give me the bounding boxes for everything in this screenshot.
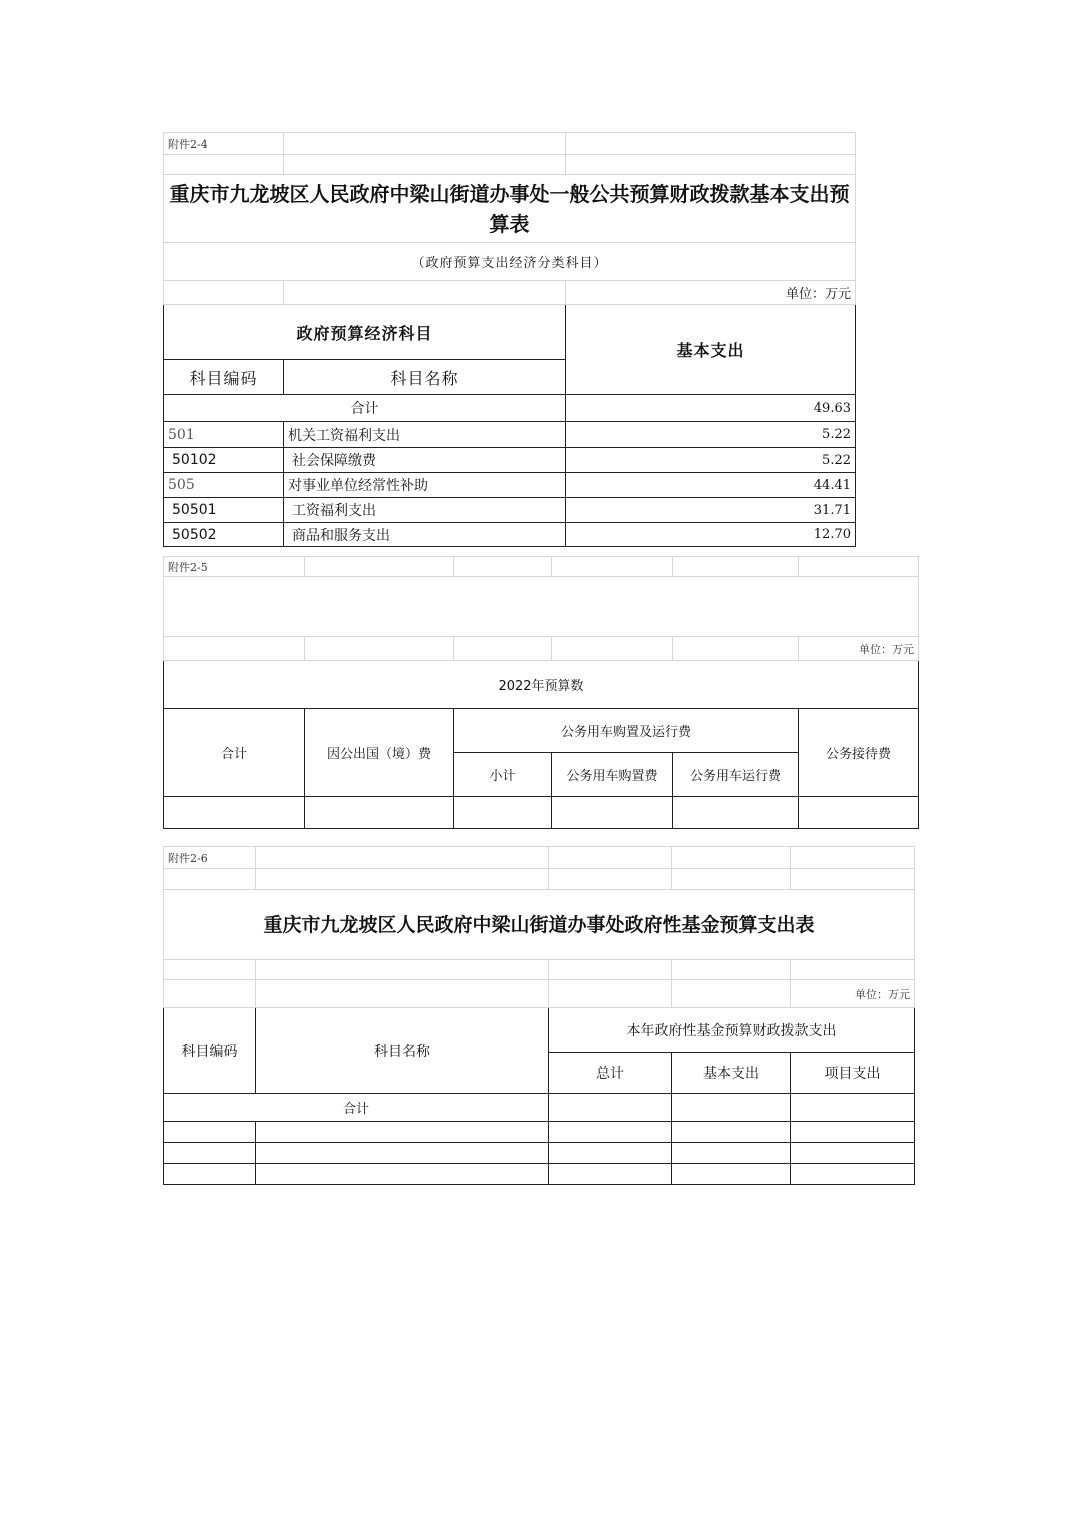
header-vehicle-operation: 公务用车运行费 <box>673 753 799 797</box>
row-name: 社会保障缴费 <box>284 448 566 473</box>
row-code: 505 <box>164 473 284 498</box>
header-basic-expense: 基本支出 <box>672 1053 791 1094</box>
table-row <box>164 1143 915 1164</box>
total-label: 合计 <box>164 395 566 422</box>
header-vehicle-group: 公务用车购置及运行费 <box>454 709 799 753</box>
table-row <box>164 523 856 547</box>
row-code: 501 <box>164 422 284 448</box>
row-amount: 44.41 <box>566 473 856 498</box>
table-title: 重庆市九龙坡区人民政府中梁山街道办事处政府性基金预算支出表 <box>164 890 915 960</box>
header-basic-expense: 基本支出 <box>566 305 856 395</box>
row-code: 50502 <box>164 523 284 547</box>
row-amount: 31.71 <box>566 498 856 523</box>
budget-table-2-5 <box>163 556 919 829</box>
budget-table-2-4 <box>163 132 856 547</box>
attachment-label: 附件2-6 <box>164 847 256 869</box>
header-total: 合计 <box>164 709 305 797</box>
table-row <box>164 1122 915 1143</box>
table-row <box>164 1164 915 1185</box>
header-vehicle-purchase: 公务用车购置费 <box>552 753 673 797</box>
attachment-label: 附件2-4 <box>164 133 284 155</box>
header-grand-total: 总计 <box>549 1053 672 1094</box>
row-amount: 5.22 <box>566 422 856 448</box>
table-subtitle: （政府预算支出经济分类科目） <box>164 243 856 281</box>
attachment-label: 附件2-5 <box>164 557 305 577</box>
header-subject-code: 科目编码 <box>164 1008 256 1094</box>
header-project-expense: 项目支出 <box>791 1053 915 1094</box>
table-row <box>164 422 856 448</box>
row-amount: 5.22 <box>566 448 856 473</box>
row-code: 50501 <box>164 498 284 523</box>
header-reception-expense: 公务接待费 <box>799 709 919 797</box>
table-row <box>164 473 856 498</box>
row-name: 机关工资福利支出 <box>284 422 566 448</box>
total-value: 49.63 <box>566 395 856 422</box>
table-title: 重庆市九龙坡区人民政府中梁山街道办事处一般公共预算财政拨款基本支出预算表 <box>164 175 856 243</box>
budget-table-2-6 <box>163 846 915 1185</box>
header-subtotal: 小计 <box>454 753 552 797</box>
header-subject-name: 科目名称 <box>256 1008 549 1094</box>
table-row <box>164 448 856 473</box>
unit-label: 单位：万元 <box>799 637 919 661</box>
row-amount: 12.70 <box>566 523 856 547</box>
row-name: 对事业单位经常性补助 <box>284 473 566 498</box>
table-row <box>164 797 919 829</box>
header-economic-subject: 政府预算经济科目 <box>164 305 566 360</box>
header-subject-name: 科目名称 <box>284 360 566 395</box>
header-fund-expense: 本年政府性基金预算财政拨款支出 <box>549 1008 915 1053</box>
header-abroad-expense: 因公出国（境）费 <box>305 709 454 797</box>
total-label: 合计 <box>164 1094 549 1122</box>
header-subject-code: 科目编码 <box>164 360 284 395</box>
row-code: 50102 <box>164 448 284 473</box>
table-row <box>164 498 856 523</box>
unit-label: 单位：万元 <box>566 281 856 305</box>
row-name: 工资福利支出 <box>284 498 566 523</box>
header-year-budget: 2022年预算数 <box>164 661 919 709</box>
unit-label: 单位：万元 <box>791 980 915 1008</box>
row-name: 商品和服务支出 <box>284 523 566 547</box>
